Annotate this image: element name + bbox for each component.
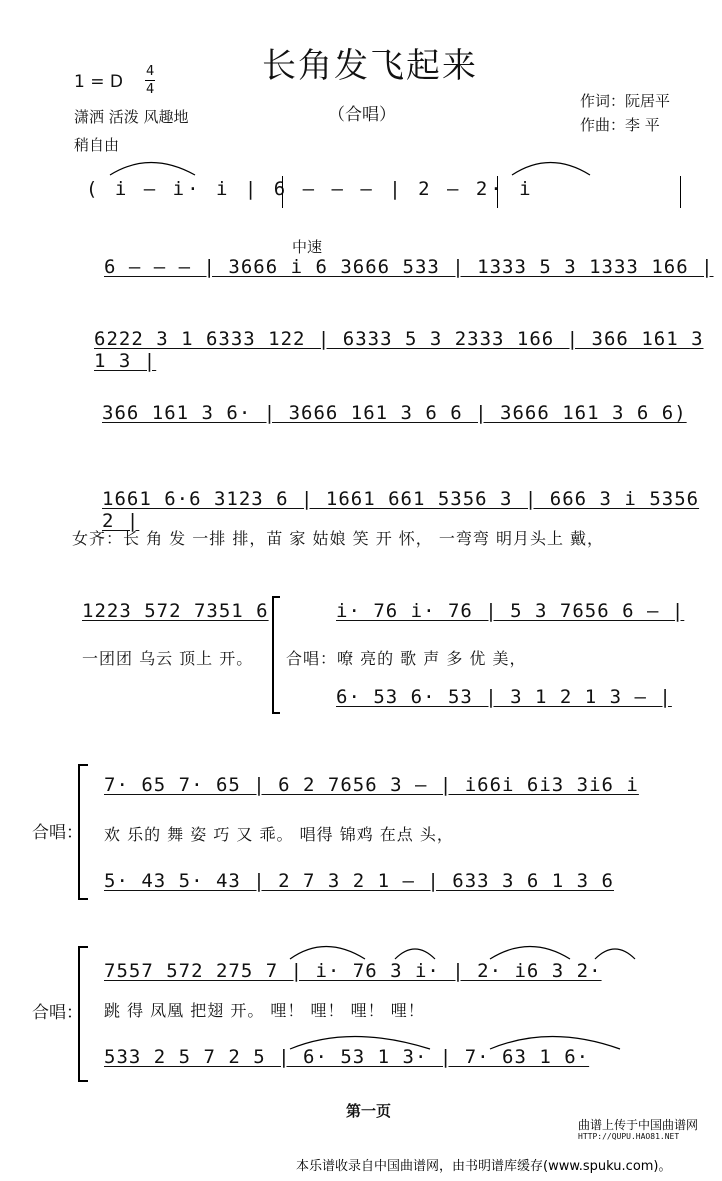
notation-row-5: 1661 6·6 3123 6 | 1661 661 5356 3 | 666 3 i 5356 2 | bbox=[102, 488, 700, 532]
barline bbox=[680, 176, 681, 208]
time-numerator: 4 bbox=[146, 64, 155, 79]
notation-row-6-lower: 6· 53 6· 53 | 3 1 2 1 3 – | bbox=[336, 686, 672, 708]
choir-bracket bbox=[272, 596, 280, 714]
composer: 作曲：李 平 bbox=[580, 116, 660, 134]
lyrics-row-6-choir: 合唱：嘹 亮的 歌 声 多 优 美， bbox=[286, 649, 527, 668]
notation-row-2: 6 – – – | 3666 i 6 3666 533 | 1333 5 3 1333 166 | bbox=[104, 256, 714, 278]
barline bbox=[282, 176, 283, 208]
notation-row-4: 366 161 3 6· | 3666 161 3 6 6 | 3666 161 3 6 6) bbox=[102, 402, 687, 424]
notation-row-3: 6222 3 1 6333 122 | 6333 5 3 2333 166 | 366 161 3 1 3 | bbox=[94, 328, 704, 372]
slur-marks-row-1 bbox=[100, 150, 680, 180]
barline bbox=[497, 176, 498, 208]
notation-row-8-upper: 7557 572 275 7 | i· 76 3 i· | 2· i6 3 2· bbox=[104, 960, 602, 982]
key-signature: 1 = D bbox=[74, 72, 123, 92]
site-caption: 曲谱上传于中国曲谱网 bbox=[578, 1118, 699, 1132]
page-number: 第一页 bbox=[346, 1102, 392, 1120]
tempo-moderato: 中速 bbox=[292, 238, 323, 256]
lyrics-row-5: 女齐：长 角 发 一排 排，苗 家 姑娘 笑 开 怀， 一弯弯 明月头上 戴， bbox=[72, 529, 605, 548]
choir-label: 合唱： bbox=[32, 1003, 83, 1023]
source-note: 本乐谱收录自中国曲谱网，由书明谱库缓存(www.spuku.com)。 bbox=[296, 1159, 672, 1174]
lyrics-row-8: 跳 得 凤凰 把翅 开。 哩！ 哩！ 哩！ 哩！ bbox=[104, 1001, 425, 1020]
lyrics-row-6-solo: 一团团 乌云 顶上 开。 bbox=[82, 649, 254, 668]
time-signature-line bbox=[145, 80, 155, 81]
page-title: 长角发飞起来 bbox=[262, 46, 478, 86]
time-denominator: 4 bbox=[146, 82, 155, 97]
lyrics-row-7: 欢 乐的 舞 姿 巧 又 乖。 唱得 锦鸡 在点 头， bbox=[104, 825, 454, 844]
slur-marks-row-8-lower bbox=[280, 1024, 680, 1054]
slur-marks-row-8 bbox=[280, 934, 680, 964]
notation-row-1: ( i – i· i | 6 – – – | 2 – 2· i bbox=[86, 178, 534, 200]
notation-row-6-solo: 1223 572 7351 6 bbox=[82, 600, 269, 622]
tempo-style: 潇洒 活泼 风趣地 bbox=[74, 108, 189, 126]
notation-row-8-lower: 533 2 5 7 2 5 | 6· 53 1 3· | 7· 63 1 6· bbox=[104, 1046, 590, 1068]
notation-row-7-lower: 5· 43 5· 43 | 2 7 3 2 1 – | 633 3 6 1 3 6 bbox=[104, 870, 614, 892]
notation-row-6-upper: i· 76 i· 76 | 5 3 7656 6 – | bbox=[336, 600, 685, 622]
lyricist: 作词：阮居平 bbox=[580, 92, 671, 110]
choir-label: 合唱： bbox=[32, 823, 83, 843]
subtitle: （合唱） bbox=[328, 105, 396, 125]
site-url: HTTP://QUPU.HAO81.NET bbox=[578, 1132, 680, 1141]
tempo-free: 稍自由 bbox=[74, 136, 120, 154]
notation-row-7-upper: 7· 65 7· 65 | 6 2 7656 3 – | i66i 6i3 3i6 i bbox=[104, 774, 639, 796]
